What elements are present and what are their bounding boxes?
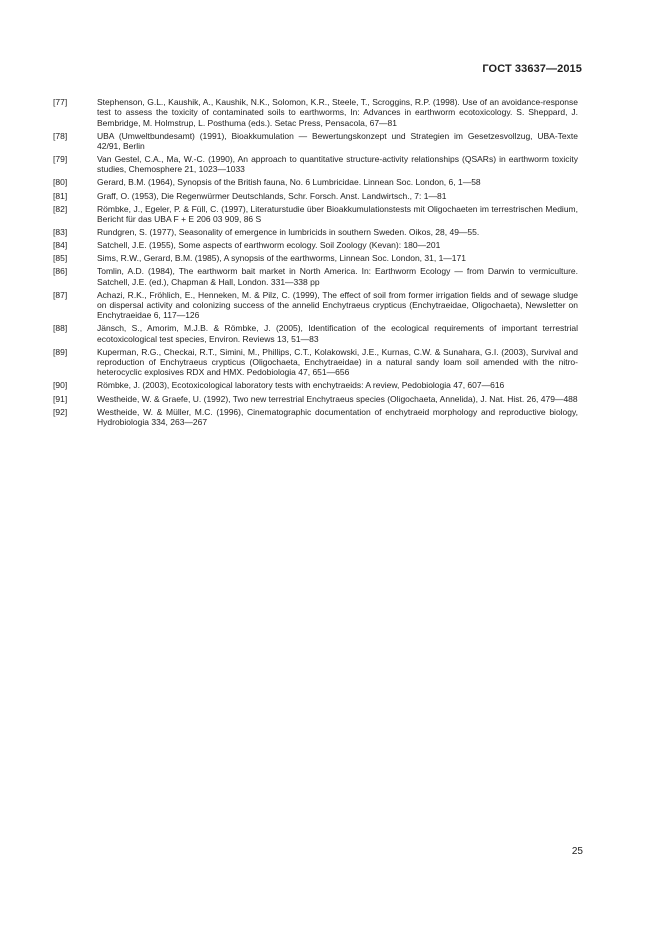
- reference-number: [87]: [53, 289, 68, 300]
- reference-item: [53, 347, 578, 378]
- reference-text: Westheide, W. & Müller, M.C. (1996), Cinematographic documentation of enchytraeid morphology and reproductive biology, Hydrobiologia 334, 263—267: [97, 406, 578, 427]
- reference-text: Stephenson, G.L., Kaushik, A., Kaushik, N.K., Solomon, K.R., Steele, T., Scroggins, R.P. (1998). Use of an avoidance-response test to assess the toxicity of contaminated soils to earthworms, In: Advances in earthworm ecotoxicology. S. Sheppard, J. Bembridge, M. Holmstrup, L. Posthuma (eds.). Setac Press, Pensacola, 67—81: [97, 97, 578, 128]
- reference-number: [77]: [53, 97, 68, 107]
- reference-number: [83]: [53, 227, 68, 238]
- reference-text: Van Gestel, C.A., Ma, W.-C. (1990), An approach to quantitative structure-activity relationships (QSARs) in earthworm toxicity studies, Chemosphere 21, 1023—1033: [97, 154, 578, 175]
- reference-number: [78]: [53, 130, 68, 141]
- reference-item: [53, 380, 578, 390]
- reference-number: [92]: [53, 406, 68, 417]
- standard-code-header: ГОСТ 33637—2015: [482, 63, 582, 75]
- reference-item: [53, 204, 578, 225]
- reference-text: Graff, O. (1953), Die Regenwürmer Deutschlands, Schr. Forsch. Anst. Landwirtsch., 7: 1—81: [97, 190, 447, 201]
- reference-item: [53, 177, 578, 187]
- reference-list: [53, 97, 578, 430]
- reference-text: Satchell, J.E. (1955), Some aspects of earthworm ecology. Soil Zoology (Kevan): 180—201: [97, 240, 441, 251]
- reference-text: Gerard, B.M. (1964), Synopsis of the British fauna, No. 6 Lumbricidae. Linnean Soc. London, 6, 1—58: [97, 177, 481, 188]
- reference-number: [80]: [53, 177, 68, 188]
- reference-text: Westheide, W. & Graefe, U. (1992), Two new terrestrial Enchytraeus species (Oligochaeta, Annelida), J. Nat. Hist. 26, 479—488: [97, 393, 578, 404]
- reference-item: [53, 191, 578, 201]
- reference-number: [90]: [53, 380, 68, 391]
- reference-item: [53, 240, 578, 250]
- reference-number: [91]: [53, 393, 68, 404]
- reference-number: [82]: [53, 203, 68, 214]
- reference-number: [81]: [53, 190, 68, 201]
- reference-text: Achazi, R.K., Fröhlich, E., Henneken, M. & Pilz, C. (1999), The effect of soil from former irrigation fields and of sewage sludge on dispersal activity and colonizing success of the annelid Enchytraeus crypticus (Enchytraeidae, Oligochaeta), Newsletter on Enchytraeidae 6, 117—126: [97, 289, 578, 321]
- reference-item: [53, 227, 578, 237]
- reference-item: [53, 253, 578, 263]
- reference-text: Jänsch, S., Amorim, M.J.B. & Römbke, J. (2005), Identification of the ecological requirements of important terrestrial ecotoxicological test species, Environ. Reviews 13, 51—83: [97, 323, 578, 344]
- reference-item: [53, 407, 578, 428]
- reference-text: Rundgren, S. (1977), Seasonality of emergence in lumbricids in southern Sweden. Oikos, 28, 49—55.: [97, 227, 480, 238]
- reference-text: Römbke, J. (2003), Ecotoxicological laboratory tests with enchytraeids: A review, Pedobiologia 47, 607—616: [97, 380, 505, 391]
- reference-text: UBA (Umweltbundesamt) (1991), Bioakkumulation — Bewertungskonzept und Strategien im Gesetzesvollzug, UBA-Texte 42/91, Berlin: [97, 130, 578, 151]
- reference-item: [53, 97, 578, 128]
- reference-item: [53, 266, 578, 287]
- reference-item: [53, 394, 578, 404]
- reference-number: [88]: [53, 323, 68, 334]
- reference-number: [86]: [53, 266, 68, 277]
- reference-item: [53, 290, 578, 321]
- reference-item: [53, 323, 578, 344]
- reference-number: [84]: [53, 240, 68, 251]
- reference-number: [79]: [53, 154, 68, 165]
- reference-item: [53, 131, 578, 152]
- reference-number: [85]: [53, 253, 68, 264]
- reference-text: Sims, R.W., Gerard, B.M. (1985), A synopsis of the earthworms, Linnean Soc. London, 31, 1—171: [97, 253, 466, 264]
- reference-text: Römbke, J., Egeler, P. & Füll, C. (1997), Literaturstudie über Bioakkumulationstests mit Oligochaeten im terrestrischen Medium, Bericht für das UBA F + E 206 03 909, 86 S: [97, 203, 578, 224]
- reference-item: [53, 154, 578, 175]
- reference-text: Kuperman, R.G., Checkai, R.T., Simini, M., Phillips, C.T., Kolakowski, J.E., Kurnas, C.W. & Sunahara, G.I. (2003), Survival and reproduction of Enchytraeus crypticus (Oligochaeta, Enchytraeidae) in a natural sandy loam soil amended with the nitro-heterocyclic explosives RDX and HMX. Pedobiologia 47, 651—656: [97, 346, 578, 378]
- page-number: 25: [571, 846, 583, 857]
- reference-number: [89]: [53, 346, 68, 357]
- reference-text: Tomlin, A.D. (1984), The earthworm bait market in North America. In: Earthworm Ecology — from Darwin to vermiculture. Satchell, J.E. (ed.), Chapman & Hall, London. 331—338 pp: [97, 266, 578, 287]
